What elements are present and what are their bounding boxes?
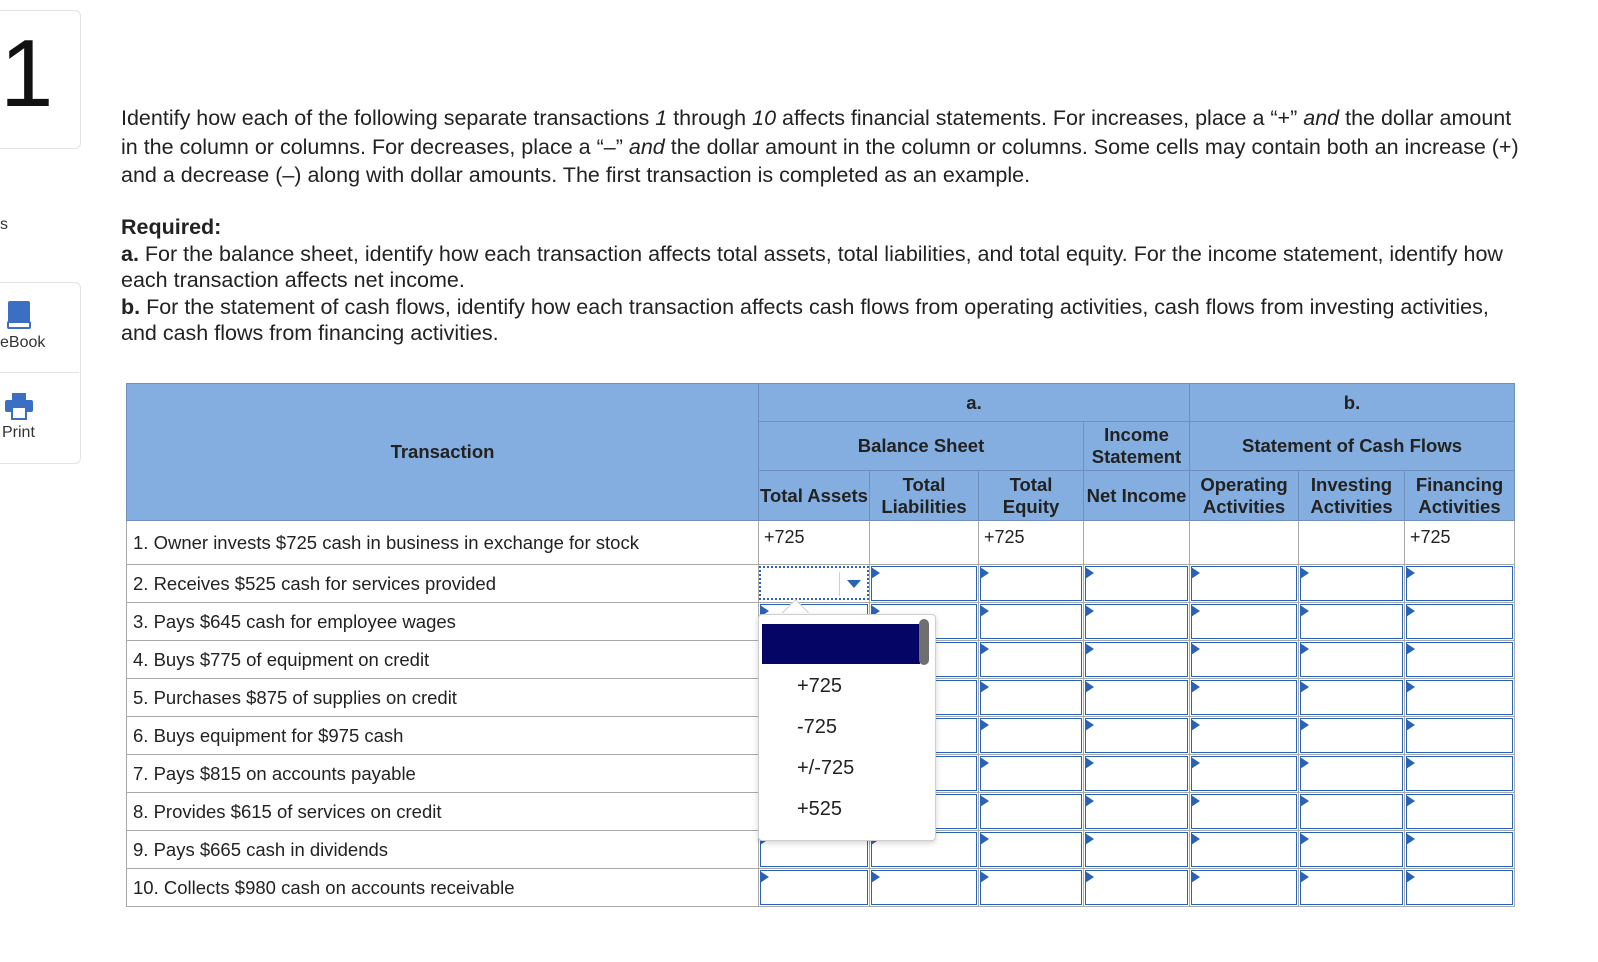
required-a-label: a.	[121, 241, 139, 266]
answer-cell-operating	[1190, 641, 1299, 679]
transaction-label: 5. Purchases $875 of supplies on credit	[127, 679, 759, 717]
dropdown-flag-icon	[980, 681, 989, 693]
answer-cell-investing	[1299, 869, 1405, 907]
header-operating: Operating Activities	[1190, 471, 1299, 521]
table-row	[127, 521, 1515, 565]
answer-cell-financing	[1405, 603, 1515, 641]
print-icon[interactable]	[3, 392, 35, 420]
rail-truncated-label: s	[0, 216, 8, 233]
value-financing: +725	[1405, 521, 1515, 565]
dropdown-flag-icon	[1085, 605, 1094, 617]
answer-cell-net-income	[1084, 831, 1190, 869]
dropdown-flag-icon	[980, 719, 989, 731]
value-total-liabilities	[870, 521, 979, 565]
dropdown-flag-icon	[1300, 871, 1309, 883]
transaction-label: 4. Buys $775 of equipment on credit	[127, 641, 759, 679]
instructions-emphasis: and	[628, 134, 665, 159]
transaction-label: 8. Provides $615 of services on credit	[127, 793, 759, 831]
required-title: Required:	[121, 215, 222, 239]
dropdown-flag-icon	[760, 871, 769, 883]
answer-cell-operating	[1190, 793, 1299, 831]
answer-select[interactable]	[1085, 794, 1188, 829]
header-income-statement: Income Statement	[1084, 422, 1190, 471]
answer-cell-financing	[1405, 869, 1515, 907]
dropdown-flag-icon	[1191, 871, 1200, 883]
print-link[interactable]: Print	[2, 424, 35, 441]
answer-cell-investing	[1299, 831, 1405, 869]
value-investing	[1299, 521, 1405, 565]
answer-select[interactable]	[1406, 604, 1513, 639]
answer-select[interactable]	[1300, 604, 1403, 639]
answer-cell-financing	[1405, 641, 1515, 679]
answer-select[interactable]	[1406, 794, 1513, 829]
answer-cell-financing	[1405, 793, 1515, 831]
answer-cell-total-assets	[759, 869, 870, 907]
answer-cell-investing	[1299, 641, 1405, 679]
answer-cell-financing	[1405, 565, 1515, 603]
answer-cell-operating	[1190, 755, 1299, 793]
value-net-income	[1084, 521, 1190, 565]
answer-select[interactable]	[1085, 642, 1188, 677]
answer-select[interactable]	[1300, 718, 1403, 753]
answer-cell-total-equity	[979, 869, 1084, 907]
dropdown-flag-icon	[1406, 567, 1415, 579]
answer-select[interactable]	[1300, 794, 1403, 829]
dropdown-flag-icon	[1300, 795, 1309, 807]
answer-select[interactable]	[980, 566, 1082, 601]
answer-select[interactable]	[1085, 604, 1188, 639]
answer-select[interactable]	[871, 870, 977, 905]
transaction-label: 6. Buys equipment for $975 cash	[127, 717, 759, 755]
dropdown-flag-icon	[980, 643, 989, 655]
dropdown-flag-icon	[1406, 605, 1415, 617]
value-total-assets: +725	[759, 521, 870, 565]
answer-select[interactable]	[1406, 642, 1513, 677]
instructions-text: affects financial statements. For increases, place a “+”	[782, 106, 1298, 130]
answer-cell-total-equity	[979, 679, 1084, 717]
answer-cell-net-income	[1084, 717, 1190, 755]
required-a-text: For the balance sheet, identify how each transaction affects total assets, total liabilities, and total equity. For the income statement, identify how each transaction affects net income.	[121, 241, 1503, 292]
dropdown-flag-icon	[980, 795, 989, 807]
answer-select[interactable]	[1300, 680, 1403, 715]
answer-select[interactable]	[1191, 870, 1297, 905]
answer-cell-investing	[1299, 603, 1405, 641]
dropdown-flag-icon	[1191, 643, 1200, 655]
answer-select[interactable]	[980, 756, 1082, 791]
answer-select[interactable]	[1085, 832, 1188, 867]
dropdown-flag-icon	[980, 757, 989, 769]
instructions-range-start: 1	[655, 106, 668, 130]
select-divider	[839, 572, 840, 596]
dropdown-flag-icon	[1085, 681, 1094, 693]
answer-cell-investing	[1299, 793, 1405, 831]
answer-select[interactable]	[980, 642, 1082, 677]
dropdown-flag-icon	[1300, 643, 1309, 655]
answer-select[interactable]	[1406, 718, 1513, 753]
answer-cell-total-equity	[979, 755, 1084, 793]
answer-cell-total-equity	[979, 717, 1084, 755]
required-b-label: b.	[121, 294, 141, 319]
answer-select[interactable]	[1191, 794, 1297, 829]
dropdown-flag-icon	[1085, 757, 1094, 769]
instructions-range-end: 10	[752, 106, 777, 130]
answer-cell-total-equity	[979, 565, 1084, 603]
header-investing: Investing Activities	[1299, 471, 1405, 521]
instructions-paragraph	[121, 104, 1521, 190]
chevron-down-icon[interactable]	[847, 580, 861, 588]
answer-select[interactable]	[980, 870, 1082, 905]
dropdown-flag-icon	[980, 605, 989, 617]
dropdown-flag-icon	[1085, 719, 1094, 731]
answer-select[interactable]	[1191, 642, 1297, 677]
dropdown-flag-icon	[1191, 605, 1200, 617]
header-total-assets: Total Assets	[759, 471, 870, 521]
answer-select[interactable]	[1406, 566, 1513, 601]
header-balance-sheet: Balance Sheet	[759, 422, 1084, 471]
answer-select[interactable]	[1085, 566, 1188, 601]
answer-select[interactable]	[1406, 832, 1513, 867]
header-total-equity: Total Equity	[979, 471, 1084, 521]
answer-select[interactable]	[1085, 680, 1188, 715]
answer-select[interactable]	[1085, 756, 1188, 791]
answer-select[interactable]	[980, 604, 1082, 639]
dropdown-flag-icon	[1085, 871, 1094, 883]
value-operating	[1190, 521, 1299, 565]
answer-cell-investing	[1299, 679, 1405, 717]
instructions-text: the dollar amount in the column or columns. For decreases, place a “–”	[121, 106, 1512, 159]
answer-cell-total-liabilities	[870, 565, 979, 603]
dropdown-flag-icon	[871, 567, 880, 579]
header-group-b: b.	[1190, 384, 1515, 422]
answer-cell-financing	[1405, 755, 1515, 793]
answer-select[interactable]	[980, 794, 1082, 829]
dropdown-flag-icon	[1085, 567, 1094, 579]
dropdown-option[interactable]: +525	[797, 798, 843, 820]
table-row	[127, 565, 1515, 603]
instructions-text: Identify how each of the following separate transactions	[121, 106, 650, 130]
header-total-liabilities: Total Liabilities	[870, 471, 979, 521]
answer-cell-total-equity	[979, 641, 1084, 679]
transaction-label: 2. Receives $525 cash for services provided	[127, 565, 759, 603]
ebook-icon[interactable]	[6, 300, 32, 330]
dropdown-flag-icon	[1191, 681, 1200, 693]
dropdown-flag-icon	[1300, 757, 1309, 769]
answer-cell-net-income	[1084, 603, 1190, 641]
dropdown-menu	[758, 614, 936, 841]
answer-select[interactable]	[1191, 718, 1297, 753]
answer-select[interactable]	[1406, 756, 1513, 791]
dropdown-flag-icon	[1406, 795, 1415, 807]
answer-cell-net-income	[1084, 755, 1190, 793]
header-cash-flows: Statement of Cash Flows	[1190, 422, 1515, 471]
answer-cell-net-income	[1084, 565, 1190, 603]
answer-select[interactable]	[1406, 870, 1513, 905]
dropdown-flag-icon	[1406, 871, 1415, 883]
answer-select[interactable]	[1085, 718, 1188, 753]
answer-cell-total-equity	[979, 831, 1084, 869]
dropdown-flag-icon	[1191, 833, 1200, 845]
dropdown-flag-icon	[1300, 681, 1309, 693]
answer-cell-total-equity	[979, 603, 1084, 641]
header-group-a: a.	[759, 384, 1190, 422]
answer-cell-operating	[1190, 565, 1299, 603]
answer-cell-operating	[1190, 603, 1299, 641]
dropdown-flag-icon	[1406, 643, 1415, 655]
dropdown-flag-icon	[1300, 719, 1309, 731]
dropdown-option[interactable]: -725	[797, 716, 838, 738]
answer-cell-financing	[1405, 717, 1515, 755]
required-section	[121, 214, 1521, 347]
answer-select[interactable]	[1300, 832, 1403, 867]
answer-cell-operating	[1190, 869, 1299, 907]
answer-cell-investing	[1299, 717, 1405, 755]
required-b	[121, 294, 1521, 347]
dropdown-flag-icon	[1191, 795, 1200, 807]
transaction-label: 3. Pays $645 cash for employee wages	[127, 603, 759, 641]
answer-select[interactable]	[1300, 870, 1403, 905]
answer-select[interactable]	[980, 680, 1082, 715]
dropdown-flag-icon	[1300, 605, 1309, 617]
answer-select[interactable]	[1191, 566, 1297, 601]
header-net-income: Net Income	[1084, 471, 1190, 521]
tools-divider	[0, 372, 79, 373]
answer-select[interactable]	[1085, 870, 1188, 905]
question-number: 1	[0, 20, 54, 127]
answer-cell-financing	[1405, 679, 1515, 717]
answer-cell-net-income	[1084, 641, 1190, 679]
transaction-label: 1. Owner invests $725 cash in business in exchange for stock	[127, 521, 759, 565]
dropdown-flag-icon	[1191, 567, 1200, 579]
dropdown-flag-icon	[1085, 833, 1094, 845]
ebook-link[interactable]: eBook	[0, 334, 46, 351]
header-financing: Financing Activities	[1405, 471, 1515, 521]
answer-select[interactable]	[1191, 680, 1297, 715]
dropdown-flag-icon	[1191, 757, 1200, 769]
dropdown-flag-icon	[1085, 643, 1094, 655]
answer-select[interactable]	[871, 566, 977, 601]
value-total-equity: +725	[979, 521, 1084, 565]
answer-select[interactable]	[1300, 756, 1403, 791]
dropdown-flag-icon	[1085, 795, 1094, 807]
answer-select[interactable]	[1406, 680, 1513, 715]
answer-select[interactable]	[1191, 756, 1297, 791]
dropdown-flag-icon	[1300, 567, 1309, 579]
transaction-label: 9. Pays $665 cash in dividends	[127, 831, 759, 869]
answer-cell-financing	[1405, 831, 1515, 869]
answer-cell-net-income	[1084, 869, 1190, 907]
dropdown-flag-icon	[871, 871, 880, 883]
dropdown-flag-icon	[980, 567, 989, 579]
answer-cell-operating	[1190, 679, 1299, 717]
instructions-text: the dollar amount in the column or columns. Some cells may contain both an increase (+) and a decrease (–) along with dollar amounts. The first transaction is completed as an example.	[121, 134, 1519, 187]
transaction-label: 10. Collects $980 cash on accounts receivable	[127, 869, 759, 907]
answer-cell-net-income	[1084, 679, 1190, 717]
header-transaction: Transaction	[127, 384, 759, 521]
dropdown-option[interactable]: +/-725	[797, 757, 855, 779]
answer-cell-total-assets	[759, 565, 870, 603]
dropdown-scrollbar[interactable]	[919, 619, 929, 665]
required-a	[121, 241, 1521, 294]
dropdown-flag-icon	[1406, 757, 1415, 769]
answer-select[interactable]	[760, 870, 868, 905]
transaction-label: 7. Pays $815 on accounts payable	[127, 755, 759, 793]
answer-select[interactable]	[1191, 832, 1297, 867]
answer-select[interactable]	[980, 832, 1082, 867]
answer-select[interactable]	[1300, 566, 1403, 601]
instructions-emphasis: and	[1303, 106, 1340, 130]
answer-select[interactable]	[980, 718, 1082, 753]
dropdown-flag-icon	[1406, 719, 1415, 731]
required-b-text: For the statement of cash flows, identify how each transaction affects cash flows from operating activities, cash flows from investing activities, and cash flows from financing activities.	[121, 294, 1489, 345]
answer-select[interactable]	[1191, 604, 1297, 639]
instructions-text: through	[673, 106, 747, 130]
answer-select[interactable]	[1300, 642, 1403, 677]
answer-cell-operating	[1190, 717, 1299, 755]
dropdown-option[interactable]: +725	[797, 675, 843, 697]
dropdown-flag-icon	[980, 833, 989, 845]
answer-select-active[interactable]	[759, 566, 869, 600]
answer-cell-investing	[1299, 565, 1405, 603]
dropdown-flag-icon	[1406, 681, 1415, 693]
answer-cell-net-income	[1084, 793, 1190, 831]
answer-cell-operating	[1190, 831, 1299, 869]
answer-cell-total-equity	[979, 793, 1084, 831]
dropdown-flag-icon	[980, 871, 989, 883]
dropdown-option-highlighted[interactable]	[762, 624, 920, 664]
answer-cell-investing	[1299, 755, 1405, 793]
dropdown-flag-icon	[1300, 833, 1309, 845]
table-row	[127, 869, 1515, 907]
dropdown-flag-icon	[1191, 719, 1200, 731]
answer-cell-total-liabilities	[870, 869, 979, 907]
dropdown-flag-icon	[1406, 833, 1415, 845]
